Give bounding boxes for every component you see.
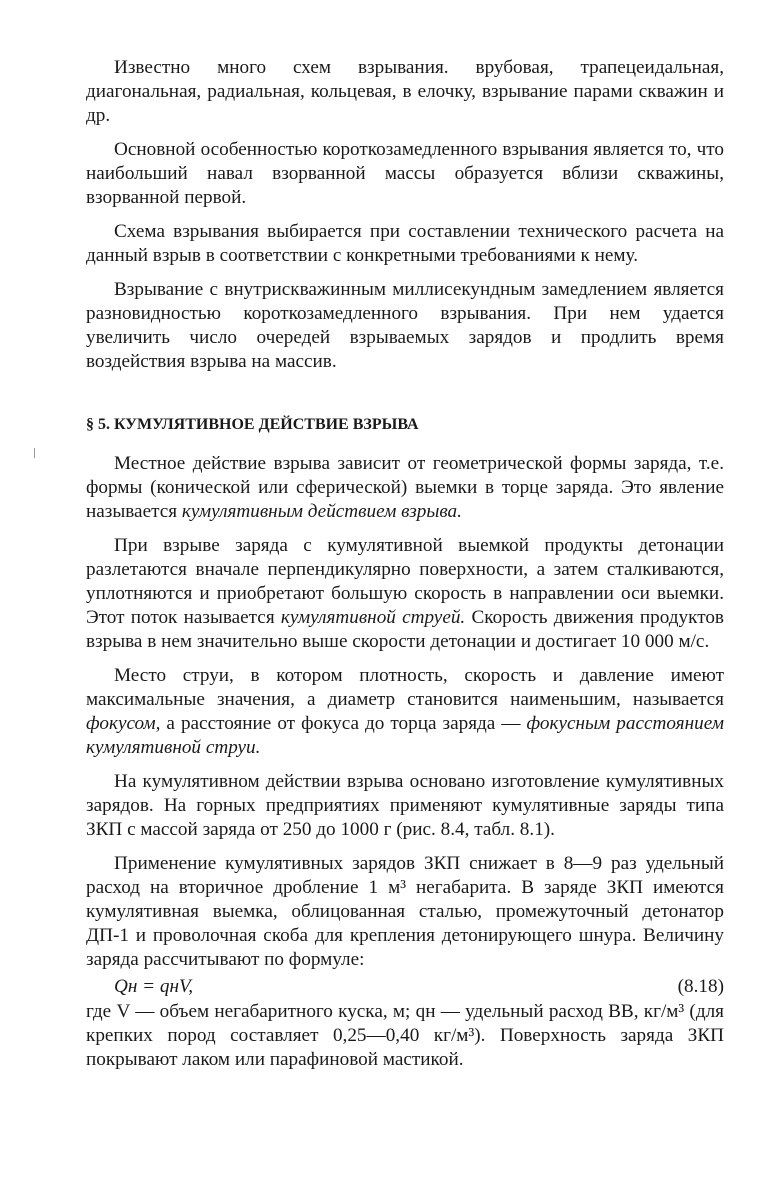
- section-heading: § 5. КУМУЛЯТИВНОЕ ДЕЙСТВИЕ ВЗРЫВА: [86, 416, 419, 433]
- formula-number: (8.18): [677, 976, 724, 997]
- term-focal-distance: фокусным расстоянием кумулятивной струи.: [86, 713, 724, 758]
- term-cumulative-jet: кумулятивной струей.: [280, 607, 466, 628]
- paragraph-application-zkp: Применение кумулятивных зарядов ЗКП снижает в 8—9 раз удельный расход на вторичное дробление 1 м³ негабарита. В заряде ЗКП имеются кумулятивная выемка, облицованная сталью, промежуточный детонатор ДП-1 и проволочная скоба для крепления детонирующего шнура. Величину заряда рассчитывают по формуле:: [86, 853, 724, 970]
- paragraph-local-action: [86, 452, 724, 524]
- paragraph-text: Место струи, в котором плотность, скорость и давление имеют максимальные значения, а диаметр становится наименьшим, называется: [86, 665, 724, 710]
- paragraph-text: Местное действие взрыва зависит от геометрической формы заряда, т.е. формы (конической или сферической) выемки в торце заряда. Это явление называется: [86, 453, 724, 522]
- formula-expression: Qн = qнV,: [114, 976, 194, 997]
- paragraph-focus: [86, 664, 724, 760]
- paragraph-cumulative-jet: [86, 534, 724, 654]
- paragraph-in-hole-delay: Взрывание с внутрискважинным миллисекундным замедлением является разновидностью короткозамедленного взрывания. При нем удается увеличить число очередей взрываемых зарядов и продлить время воздействия взрыва на массив.: [86, 279, 724, 372]
- term-focus: фокусом,: [86, 713, 161, 734]
- paragraph-text: а расстояние от фокуса до торца заряда —: [160, 713, 527, 734]
- formula-8-18: [86, 974, 724, 1000]
- margin-mark: [34, 448, 35, 458]
- paragraph-text: При взрыве заряда с кумулятивной выемкой продукты детонации разлетаются вначале перпендикулярно поверхности, а затем сталкиваются, уплотняются и приобретают большую скорость в направлении оси выемки. Этот поток называется: [86, 535, 724, 628]
- paragraph-text: Скорость движения продуктов взрыва в нем значительно выше скорости детонации и достигает 10 000 м/с.: [86, 607, 724, 652]
- term-cumulative-action: кумулятивным действием взрыва.: [181, 501, 462, 522]
- paragraph-charges-zkp: На кумулятивном действии взрыва основано изготовление кумулятивных зарядов. На горных предприятиях применяют кумулятивные заряды типа ЗКП с массой заряда от 250 до 1000 г (рис. 8.4, табл. 8.1).: [86, 771, 724, 840]
- paragraph-where: где V — объем негабаритного куска, м; qн — удельный расход ВВ, кг/м³ (для крепких пород составляет 0,25—0,40 кг/м³). Поверхность заряда ЗКП покрывают лаком или парафиновой мастикой.: [86, 1001, 724, 1070]
- paragraph-scheme-selection: Схема взрывания выбирается при составлении технического расчета на данный взрыв в соответствии с конкретными требованиями к нему.: [86, 221, 724, 266]
- paragraph-blasting-schemes: Известно много схем взрывания. врубовая, трапецеидальная, диагональная, радиальная, кольцевая, в елочку, взрывание парами скважин и др.: [86, 57, 724, 126]
- paragraph-short-delay-feature: Основной особенностью короткозамедленного взрывания является то, что наибольший навал взорванной массы образуется вблизи скважины, взорванной первой.: [86, 139, 724, 208]
